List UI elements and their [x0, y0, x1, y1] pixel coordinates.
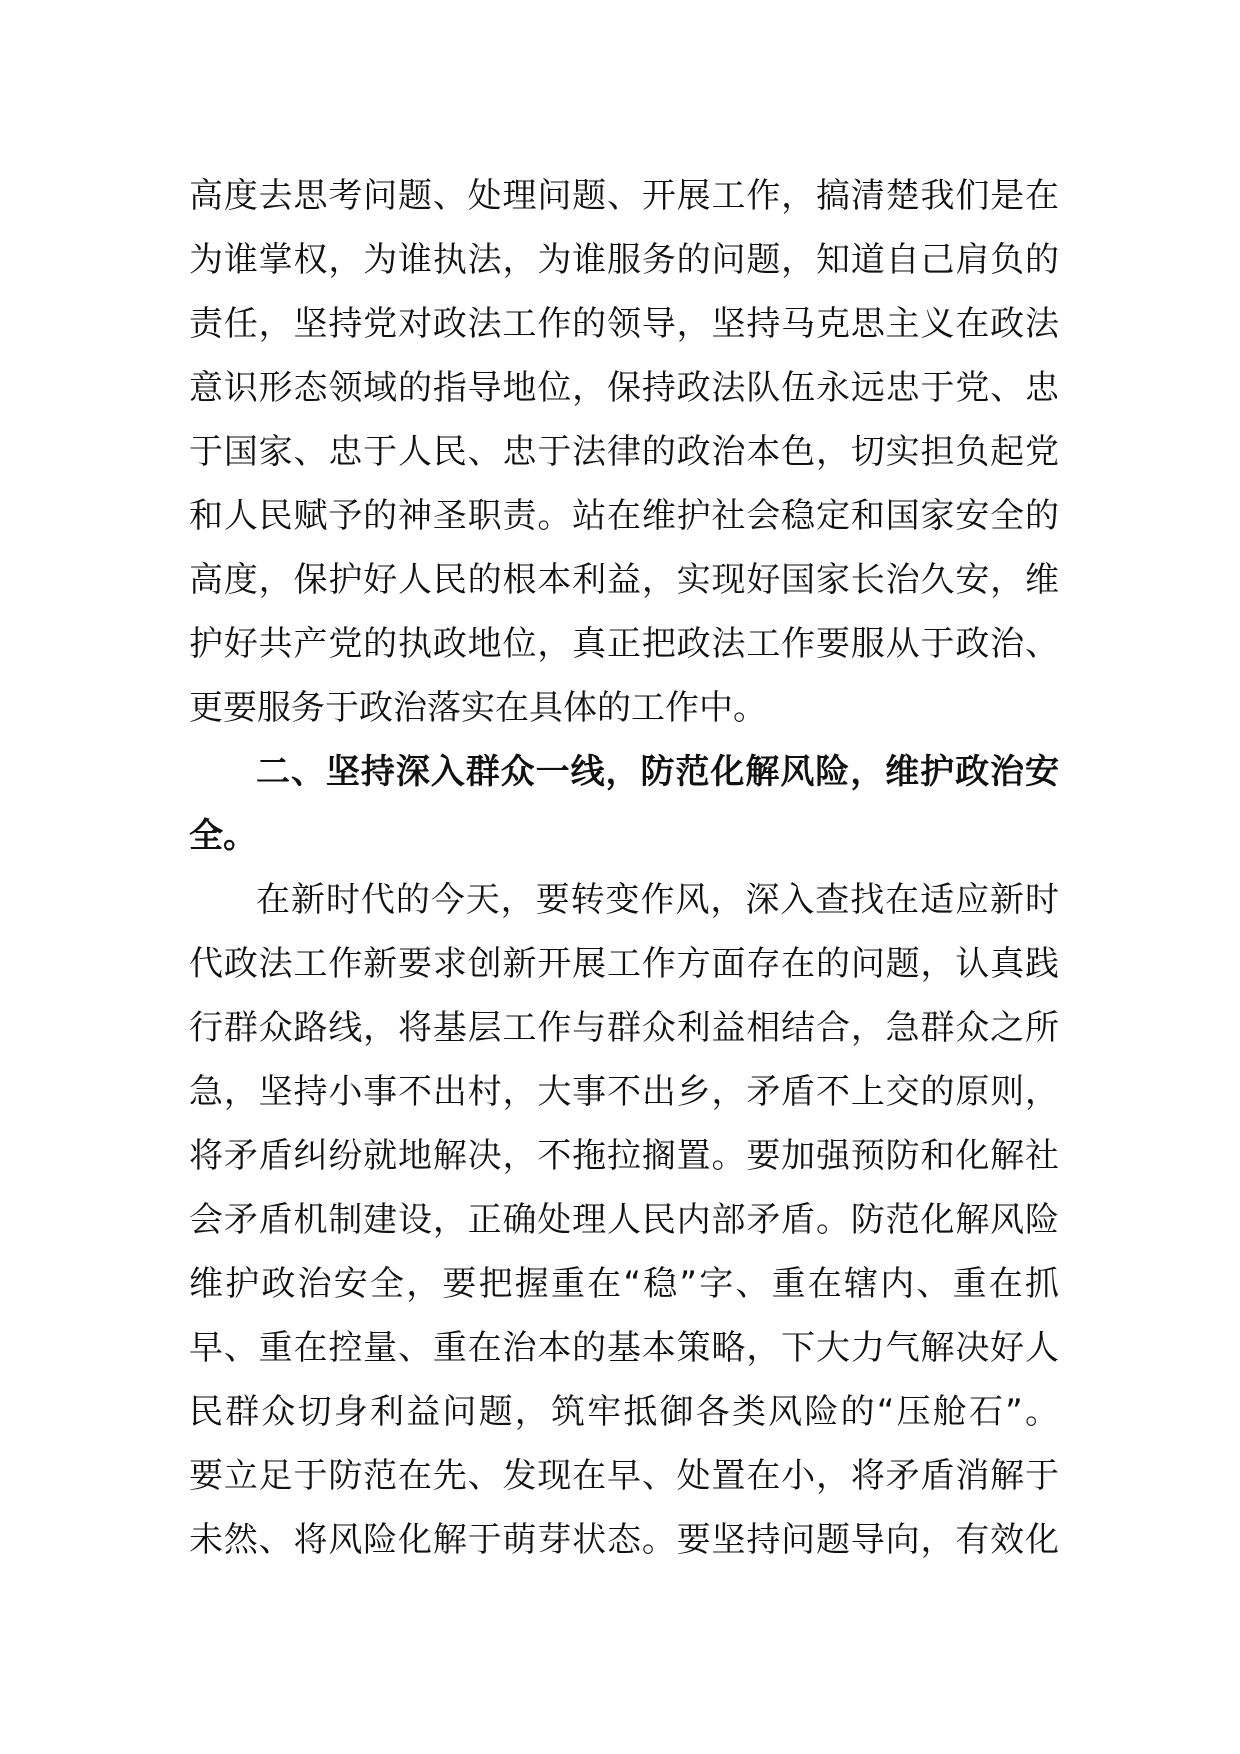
- paragraph-1-line-7: 高度，保护好人民的根本利益，实现好国家长治久安，维: [189, 560, 1059, 600]
- paragraph-1-line-9: 更要服务于政治落实在具体的工作中。: [189, 688, 767, 728]
- paragraph-1-line-6: 和人民赋予的神圣职责。站在维护社会稳定和国家安全的: [189, 496, 1059, 536]
- section-heading-line-2: 全。: [189, 816, 257, 856]
- paragraph-1-line-8: 护好共产党的执政地位，真正把政法工作要服从于政治、: [189, 624, 1059, 664]
- paragraph-1-line-3: 责任，坚持党对政法工作的领导，坚持马克思主义在政法: [189, 304, 1059, 344]
- paragraph-2-line-1: 在新时代的今天，要转变作风，深入查找在适应新时: [256, 880, 1059, 920]
- paragraph-2-line-8: 早、重在控量、重在治本的基本策略，下大力气解决好人: [189, 1328, 1059, 1368]
- paragraph-2-line-6: 会矛盾机制建设，正确处理人民内部矛盾。防范化解风险: [189, 1200, 1059, 1240]
- paragraph-2-line-9: 民群众切身利益问题，筑牢抵御各类风险的“压舱石”。: [189, 1392, 1059, 1432]
- paragraph-2-line-5: 将矛盾纠纷就地解决，不拖拉搁置。要加强预防和化解社: [189, 1136, 1059, 1176]
- paragraph-2-line-11: 未然、将风险化解于萌芽状态。要坚持问题导向，有效化: [189, 1520, 1059, 1560]
- paragraph-1-line-4: 意识形态领域的指导地位，保持政法队伍永远忠于党、忠: [189, 368, 1059, 408]
- paragraph-2-line-2: 代政法工作新要求创新开展工作方面存在的问题，认真践: [189, 944, 1059, 984]
- section-heading-line-1: 二、坚持深入群众一线，防范化解风险，维护政治安: [256, 752, 1059, 792]
- paragraph-1-line-1: 高度去思考问题、处理问题、开展工作，搞清楚我们是在: [189, 176, 1059, 216]
- paragraph-2-line-7: 维护政治安全，要把握重在“稳”字、重在辖内、重在抓: [189, 1264, 1059, 1304]
- paragraph-2-line-10: 要立足于防范在先、发现在早、处置在小，将矛盾消解于: [189, 1456, 1059, 1496]
- paragraph-1-line-5: 于国家、忠于人民、忠于法律的政治本色，切实担负起党: [189, 432, 1059, 472]
- paragraph-1-line-2: 为谁掌权，为谁执法，为谁服务的问题，知道自己肩负的: [189, 240, 1059, 280]
- paragraph-2-line-3: 行群众路线，将基层工作与群众利益相结合，急群众之所: [189, 1008, 1059, 1048]
- paragraph-2-line-4: 急，坚持小事不出村，大事不出乡，矛盾不上交的原则，: [189, 1072, 1059, 1112]
